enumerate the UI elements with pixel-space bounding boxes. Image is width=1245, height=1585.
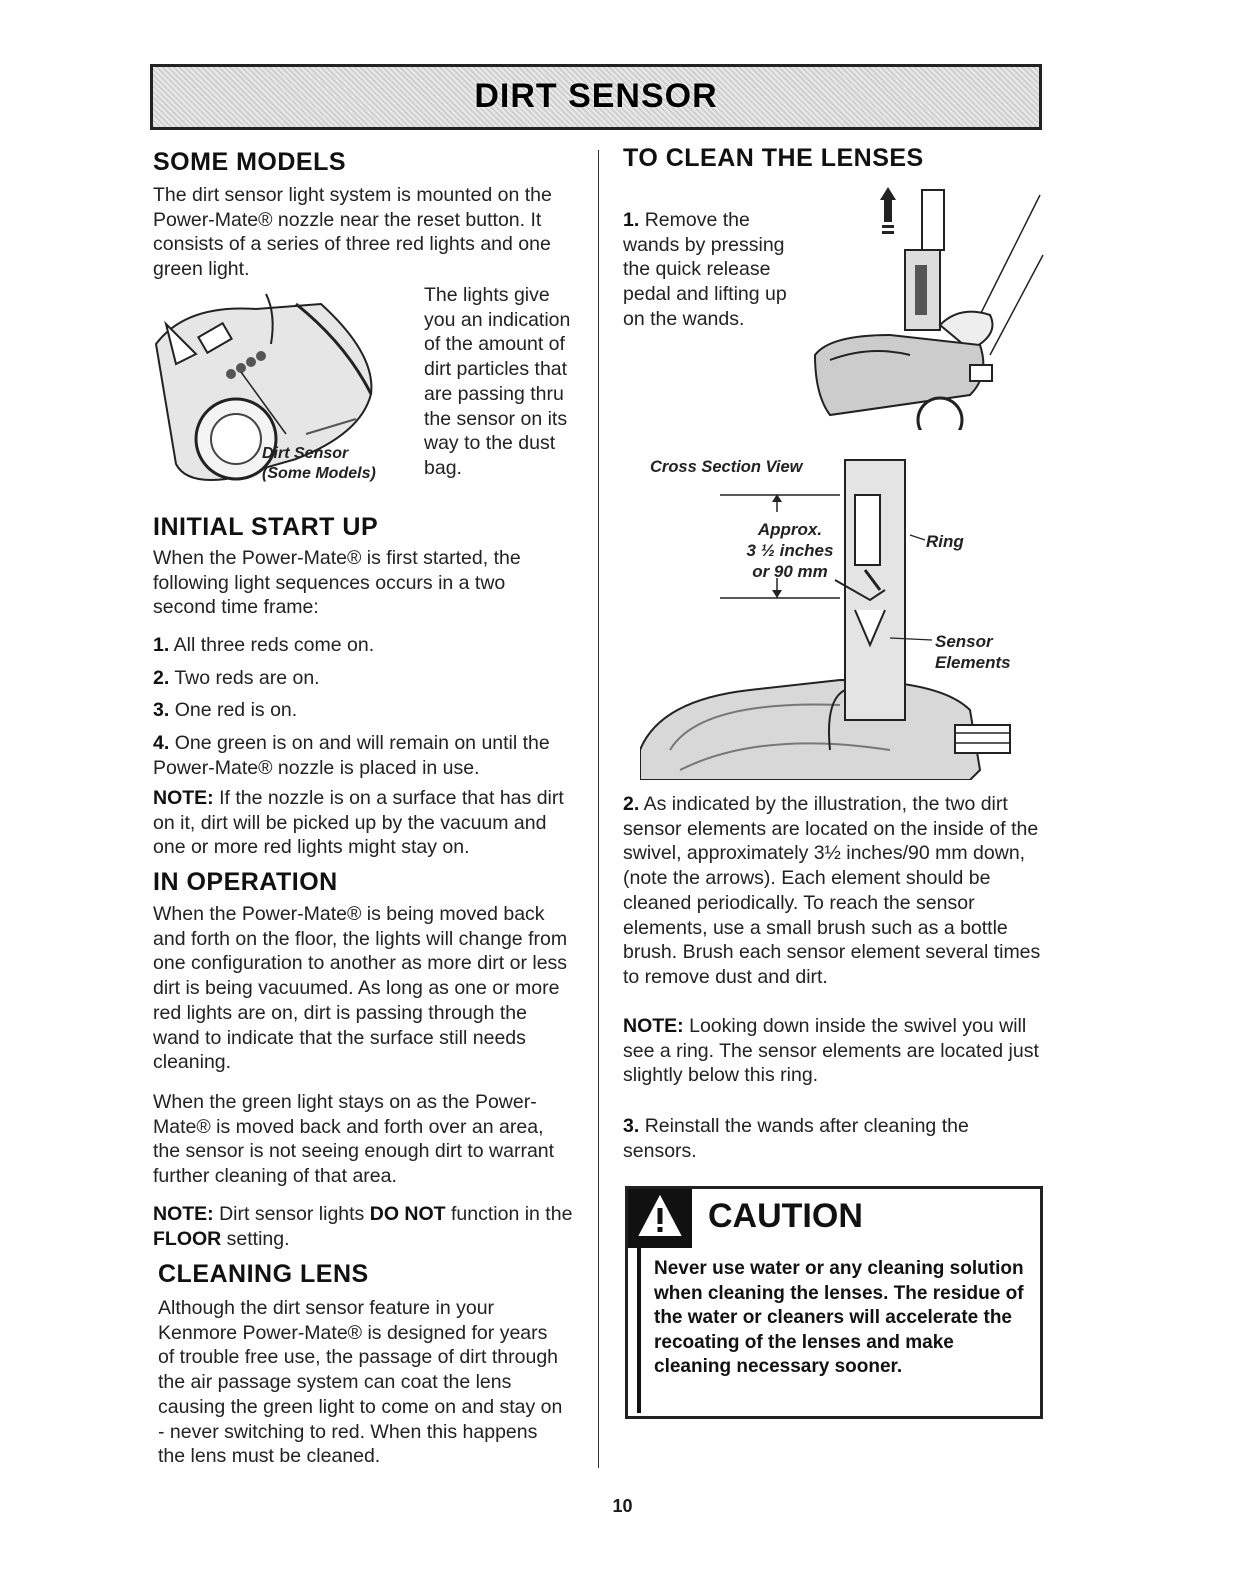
title-banner (150, 64, 1042, 130)
step-2: 2. As indicated by the illustration, the two dirt sensor elements are located on the inside of the swivel, approximately 3½ inches/90 mm down, (note the arrows). Each element should be cleaned periodically. To reach the sensor elements, use a small brush such as a bottle brush. Brush each sensor element several times to remove dust and dirt. (623, 793, 1041, 988)
initial-start-up-intro: When the Power-Mate® is first started, the following light sequences occurs in a two second time frame: (153, 547, 521, 619)
ring-label: Ring (926, 532, 964, 551)
heading-some-models: SOME MODELS (153, 148, 347, 176)
cleaning-lens-para: Although the dirt sensor feature in your Kenmore Power-Mate® is designed for years of trouble free use, the passage of dirt through the air passage system can coat the lens causing the green light to come on and stay on - never switching to red. When this happens the lens must be cleaned. (158, 1297, 563, 1468)
in-operation-para-1: When the Power-Mate® is being moved back and forth on the floor, the lights will change from one configuration to another as more dirt or less dirt is being vacuumed. As long as one or more red lights are on, dirt is passing through the wand to indicate that the surface still needs cleaning. (153, 903, 568, 1074)
approx-callout: Approx. 3 ½ inches or 90 mm (746, 520, 834, 581)
warning-icon (638, 1195, 682, 1239)
cross-section-illustration (640, 450, 1015, 780)
heading-cleaning-lens: CLEANING LENS (158, 1260, 369, 1288)
arrow-down-icon (772, 590, 782, 598)
list-item: 4. One green is on and will remain on until the Power-Mate® nozzle is placed in use. (153, 732, 550, 779)
in-operation-para-2: When the green light stays on as the Power-Mate® is moved back and forth over an area, the sensor is not seeing enough dirt to warrant further cleaning of that area. (153, 1091, 555, 1188)
heading-initial-start-up: INITIAL START UP (153, 513, 379, 541)
step-1: 1. Remove the wands by pressing the quick release pedal and lifting up on the wands. (623, 209, 787, 330)
light-sequence-list (153, 633, 573, 789)
list-item: 3. One red is on. (153, 699, 298, 722)
caution-header-bar (628, 1189, 692, 1248)
caution-rule (637, 1248, 641, 1413)
page-title: DIRT SENSOR (474, 77, 718, 115)
initial-start-up-note: NOTE: If the nozzle is on a surface that has dirt on it, dirt will be picked up by the vacuum and one or more red lights might stay on. (153, 787, 564, 859)
list-item: 2. Two reds are on. (153, 666, 320, 689)
dirt-sensor-figure-label (262, 444, 376, 484)
step-3: 3. Reinstall the wands after cleaning the sensors. (623, 1115, 969, 1162)
wand-removal-illustration (810, 185, 1045, 430)
page-number: 10 (612, 1496, 633, 1516)
right-note: NOTE: Looking down inside the swivel you will see a ring. The sensor elements are located just slightly below this ring. (623, 1015, 1039, 1087)
caution-title: CAUTION (708, 1197, 863, 1235)
column-divider (598, 150, 599, 1468)
up-arrow-icon (880, 187, 896, 200)
heading-to-clean-the-lenses: TO CLEAN THE LENSES (623, 144, 924, 172)
some-models-intro: The dirt sensor light system is mounted on the Power-Mate® nozzle near the reset button. It consists of a series of three red lights and one green light. (153, 184, 552, 281)
sensor-elements-label: Sensor Elements (935, 632, 1011, 672)
caution-body: Never use water or any cleaning solution when cleaning the lenses. The residue of the water or cleaners will accelerate the recoating of the lenses and make cleaning necessary sooner. (654, 1258, 1024, 1377)
list-item: 1. All three reds come on. (153, 634, 375, 656)
heading-in-operation: IN OPERATION (153, 868, 338, 896)
caution-box (625, 1186, 1043, 1419)
lights-indication-text: The lights give you an indication of the amount of dirt particles that are passing thru the sensor on its way to the dust bag. (424, 284, 571, 479)
fig-label-line-2: (Some Models) (262, 465, 376, 482)
in-operation-note: NOTE: Dirt sensor lights DO NOT function in the FLOOR setting. (153, 1203, 573, 1250)
fig-label-line-1: Dirt Sensor (262, 445, 349, 462)
cross-section-title: Cross Section View (650, 458, 803, 476)
